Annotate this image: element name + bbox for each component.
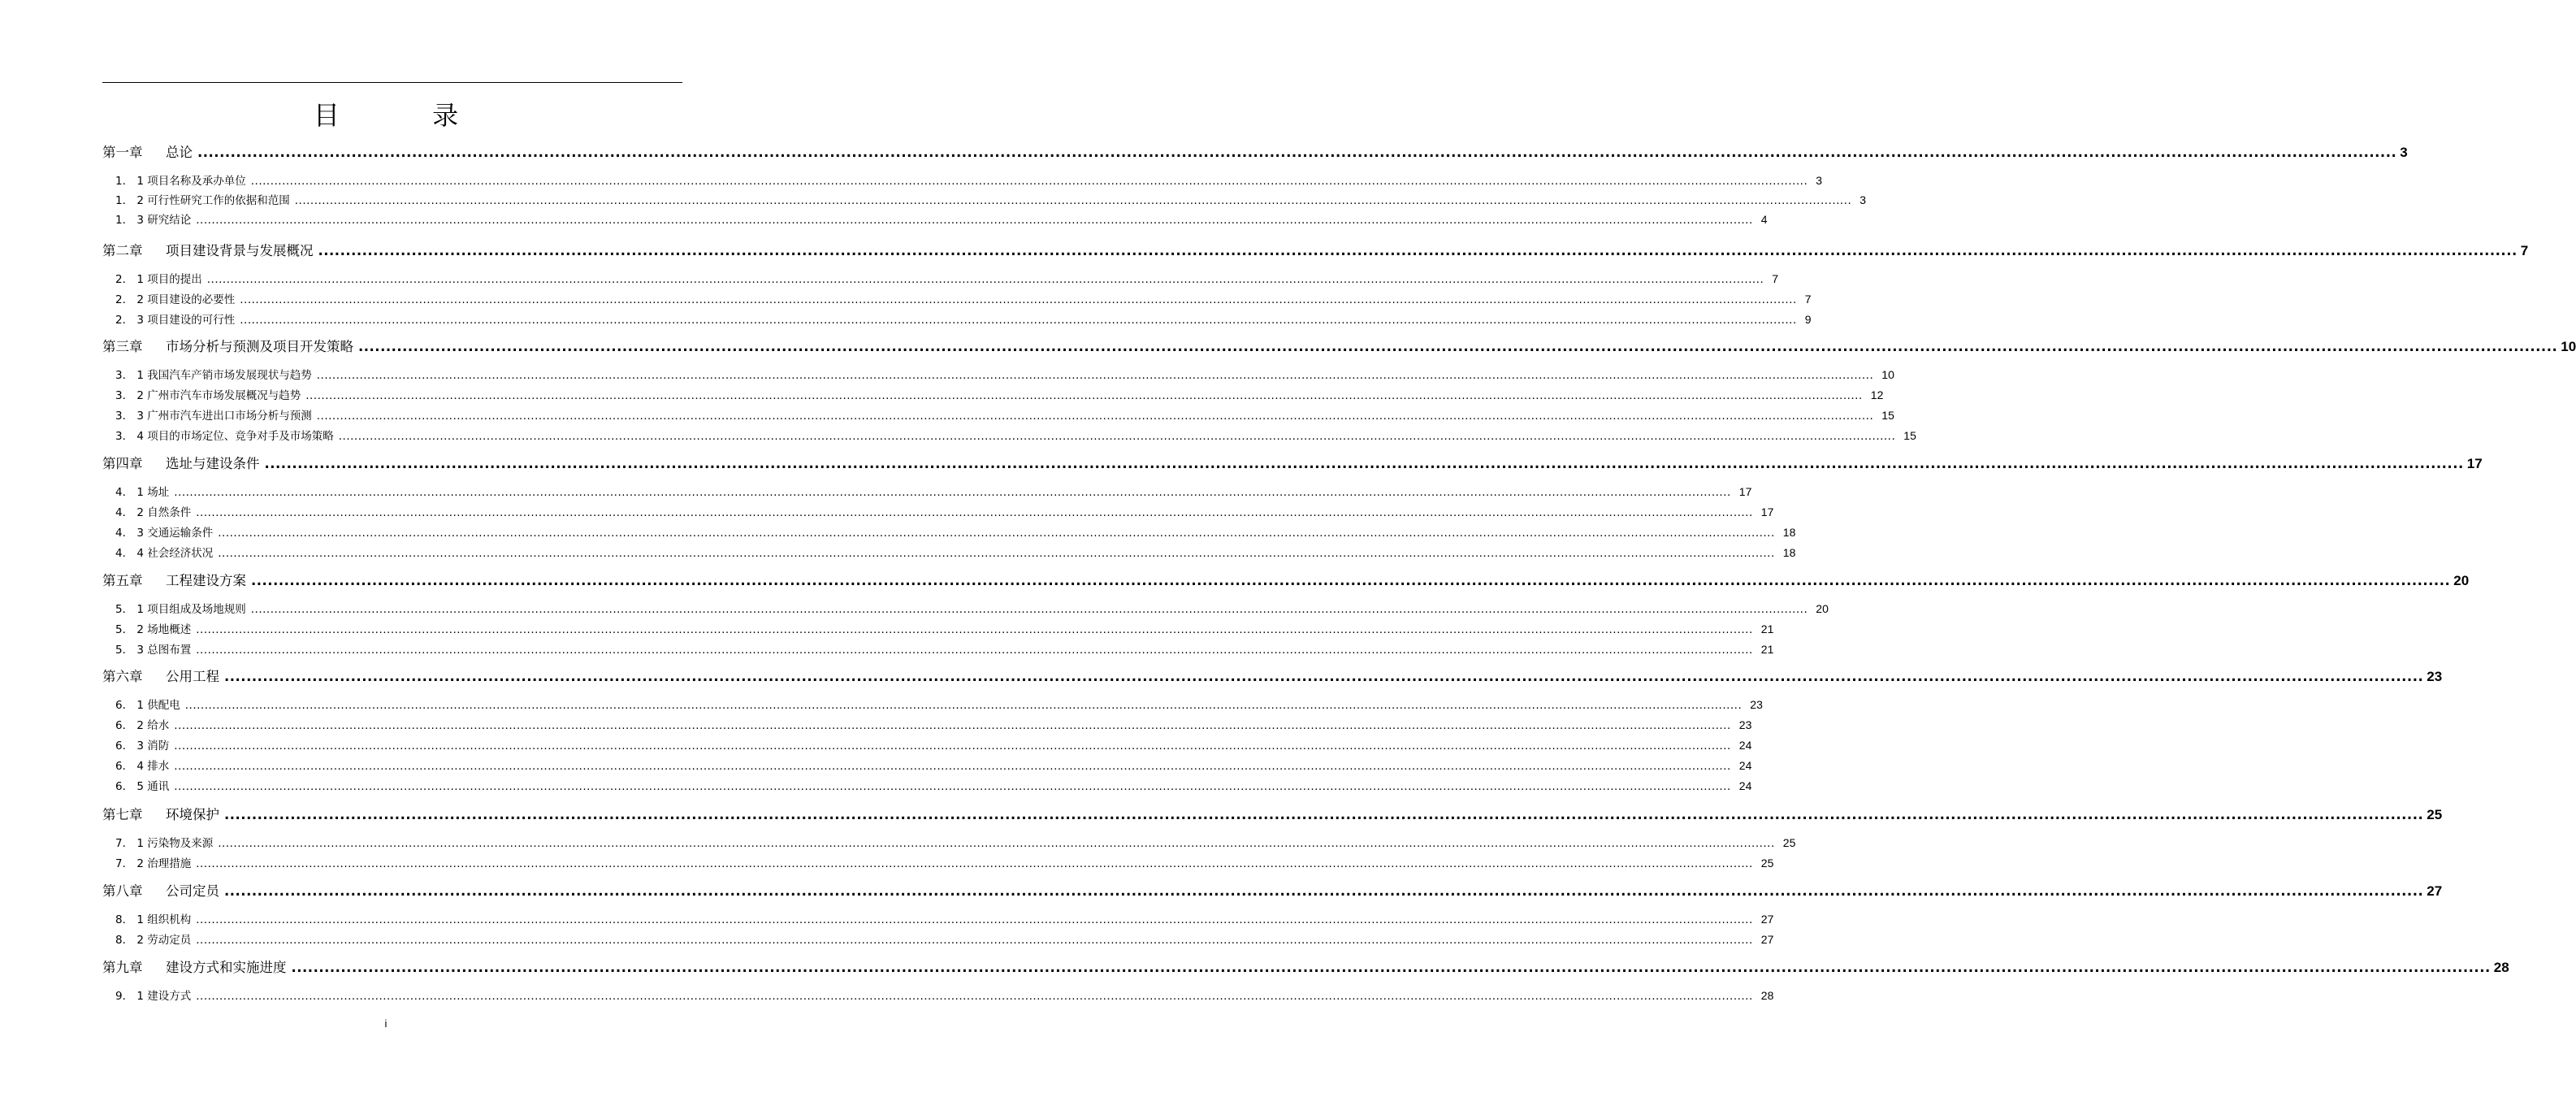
section-page-number: 21 (1760, 622, 1774, 635)
toc-section-row[interactable] (115, 427, 1916, 443)
dot-leader: ................................................................................................................................................................................................................................................................................................................................................................................................................ (358, 339, 2558, 354)
section-page-number: 20 (1816, 602, 1829, 615)
page-title: 目 录 (313, 100, 501, 131)
toc-section-row[interactable] (115, 191, 1867, 207)
toc-section-row[interactable] (115, 310, 1812, 327)
section-title: 3． 4 项目的市场定位、竞争对手及市场策略 (115, 430, 334, 443)
chapter-number: 第四章 (102, 456, 143, 471)
toc-section-row[interactable] (115, 777, 1752, 793)
chapter-title: 项目建设背景与发展概况 (166, 243, 314, 258)
dot-leader: ................................................................................................................................................................................................................................................................................................................................................................................................................ (174, 740, 1731, 753)
toc-section-row[interactable] (115, 503, 1774, 519)
section-title: 7． 2 治理措施 (115, 857, 192, 870)
section-title: 8． 1 组织机构 (115, 913, 192, 926)
dot-leader: ................................................................................................................................................................................................................................................................................................................................................................................................................ (196, 857, 1753, 870)
chapter-number: 第七章 (102, 807, 143, 822)
dot-leader: ................................................................................................................................................................................................................................................................................................................................................................................................................ (318, 243, 2518, 258)
dot-leader: ................................................................................................................................................................................................................................................................................................................................................................................................................ (250, 603, 1808, 616)
section-page-number: 18 (1782, 546, 1796, 559)
chapter-number: 第八章 (102, 883, 143, 899)
dot-leader: ................................................................................................................................................................................................................................................................................................................................................................................................................ (224, 807, 2424, 822)
toc-chapter-row[interactable] (102, 666, 2443, 685)
toc-section-row[interactable] (115, 640, 1774, 657)
section-title: 2． 3 项目建设的可行性 (115, 314, 236, 327)
dot-leader: ................................................................................................................................................................................................................................................................................................................................................................................................................ (184, 699, 1743, 712)
chapter-title: 市场分析与预测及项目开发策略 (166, 339, 353, 354)
toc-chapter-row[interactable] (102, 570, 2470, 589)
section-title: 8． 2 劳动定员 (115, 934, 192, 947)
toc-section-row[interactable] (115, 290, 1812, 306)
chapter-title: 总论 (166, 145, 193, 160)
dot-leader: ................................................................................................................................................................................................................................................................................................................................................................................................................ (196, 644, 1753, 657)
dot-leader: ................................................................................................................................................................................................................................................................................................................................................................................................................ (305, 389, 1863, 402)
dot-leader: ................................................................................................................................................................................................................................................................................................................................................................................................................ (174, 760, 1731, 773)
section-title: 9． 1 建设方式 (115, 990, 192, 1003)
section-page-number: 10 (1881, 368, 1894, 381)
toc-chapter-row[interactable] (102, 453, 2483, 472)
section-title: 1． 2 可行性研究工作的依据和范围 (115, 194, 290, 207)
dot-leader: ................................................................................................................................................................................................................................................................................................................................................................................................................ (218, 837, 1775, 850)
section-title: 5． 2 场地概述 (115, 623, 192, 636)
toc-section-row[interactable] (115, 270, 1779, 286)
chapter-number: 第二章 (102, 243, 143, 258)
section-page-number: 18 (1782, 526, 1796, 539)
section-page-number: 24 (1738, 739, 1752, 752)
dot-leader: ................................................................................................................................................................................................................................................................................................................................................................................................................ (294, 194, 1852, 207)
toc-section-row[interactable] (115, 171, 1823, 188)
section-page-number: 27 (1760, 933, 1774, 946)
toc-section-row[interactable] (115, 386, 1884, 402)
chapter-title: 建设方式和实施进度 (166, 960, 287, 975)
section-page-number: 24 (1738, 779, 1752, 792)
dot-leader: ................................................................................................................................................................................................................................................................................................................................................................................................................ (240, 314, 1797, 327)
dot-leader: ................................................................................................................................................................................................................................................................................................................................................................................................................ (218, 547, 1775, 560)
chapter-title: 环境保护 (166, 807, 219, 822)
chapter-number: 第五章 (102, 573, 143, 588)
dot-leader: ................................................................................................................................................................................................................................................................................................................................................................................................................ (174, 486, 1731, 499)
toc-section-row[interactable] (115, 930, 1774, 947)
header-rule (102, 82, 682, 83)
dot-leader: ................................................................................................................................................................................................................................................................................................................................................................................................................ (250, 175, 1808, 188)
chapter-page-number: 17 (2466, 456, 2483, 471)
section-title: 4． 4 社会经济状况 (115, 547, 214, 560)
toc-chapter-row[interactable] (102, 141, 2408, 161)
section-title: 5． 1 项目组成及场地规则 (115, 603, 246, 616)
toc-section-row[interactable] (115, 716, 1752, 732)
toc-chapter-row[interactable] (102, 336, 2576, 355)
chapter-page-number: 27 (2427, 883, 2443, 899)
toc-section-row[interactable] (115, 987, 1774, 1003)
chapter-page-number: 7 (2520, 243, 2529, 258)
dot-leader: ................................................................................................................................................................................................................................................................................................................................................................................................................ (264, 456, 2464, 471)
toc-section-row[interactable] (115, 696, 1763, 712)
toc-section-row[interactable] (115, 736, 1752, 753)
section-title: 4． 1 场址 (115, 486, 170, 499)
chapter-page-number: 23 (2427, 669, 2443, 684)
dot-leader: ................................................................................................................................................................................................................................................................................................................................................................................................................ (224, 669, 2424, 684)
section-page-number: 17 (1738, 485, 1752, 498)
section-page-number: 3 (1859, 193, 1867, 206)
chapter-number: 第一章 (102, 145, 143, 160)
section-title: 6． 5 通讯 (115, 780, 170, 793)
section-page-number: 4 (1760, 213, 1768, 226)
section-title: 7． 1 污染物及来源 (115, 837, 214, 850)
page-number-footer: i (384, 1017, 387, 1030)
toc-section-row[interactable] (115, 910, 1774, 926)
chapter-title: 选址与建设条件 (166, 456, 260, 471)
toc-chapter-row[interactable] (102, 956, 2509, 976)
section-page-number: 7 (1804, 293, 1812, 306)
chapter-page-number: 25 (2427, 807, 2443, 822)
toc-chapter-row[interactable] (102, 804, 2443, 823)
section-page-number: 23 (1738, 718, 1752, 731)
dot-leader: ................................................................................................................................................................................................................................................................................................................................................................................................................ (291, 960, 2491, 975)
section-title: 6． 3 消防 (115, 740, 170, 753)
section-title: 5． 3 总图布置 (115, 644, 192, 657)
dot-leader: ................................................................................................................................................................................................................................................................................................................................................................................................................ (224, 883, 2424, 899)
section-title: 2． 1 项目的提出 (115, 273, 202, 286)
chapter-page-number: 28 (2493, 960, 2509, 975)
dot-leader: ................................................................................................................................................................................................................................................................................................................................................................................................................ (174, 780, 1731, 793)
toc-section-row[interactable] (115, 366, 1894, 382)
toc-section-row[interactable] (115, 544, 1796, 560)
toc-section-row[interactable] (115, 406, 1894, 423)
section-page-number: 9 (1804, 313, 1812, 326)
dot-leader: ................................................................................................................................................................................................................................................................................................................................................................................................................ (206, 273, 1764, 286)
chapter-number: 第六章 (102, 669, 143, 684)
section-page-number: 15 (1903, 429, 1916, 442)
toc-section-row[interactable] (115, 834, 1796, 850)
dot-leader: ................................................................................................................................................................................................................................................................................................................................................................................................................ (218, 527, 1775, 540)
chapter-page-number: 20 (2453, 573, 2470, 588)
chapter-number: 第三章 (102, 339, 143, 354)
section-page-number: 7 (1772, 272, 1779, 285)
section-page-number: 21 (1760, 643, 1774, 656)
section-title: 1． 3 研究结论 (115, 214, 192, 227)
toc-section-row[interactable] (115, 854, 1774, 870)
toc-chapter-row[interactable] (102, 880, 2443, 900)
dot-leader: ................................................................................................................................................................................................................................................................................................................................................................................................................ (316, 369, 1874, 382)
section-page-number: 15 (1881, 409, 1894, 422)
chapter-title: 工程建设方案 (166, 573, 246, 588)
dot-leader: ................................................................................................................................................................................................................................................................................................................................................................................................................ (196, 623, 1753, 636)
dot-leader: ................................................................................................................................................................................................................................................................................................................................................................................................................ (196, 913, 1753, 926)
toc-section-row[interactable] (115, 523, 1796, 540)
chapter-number: 第九章 (102, 960, 143, 975)
section-page-number: 3 (1816, 174, 1823, 187)
section-title: 4． 2 自然条件 (115, 506, 192, 519)
section-page-number: 28 (1760, 989, 1774, 1002)
section-title: 2． 2 项目建设的必要性 (115, 293, 236, 306)
section-title: 3． 2 广州市汽车市场发展概况与趋势 (115, 389, 301, 402)
toc-section-row[interactable] (115, 620, 1774, 636)
section-page-number: 27 (1760, 913, 1774, 926)
section-title: 6． 2 给水 (115, 719, 170, 732)
section-title: 1． 1 项目名称及承办单位 (115, 175, 246, 188)
dot-leader: ................................................................................................................................................................................................................................................................................................................................................................................................................ (174, 719, 1731, 732)
section-title: 6． 4 排水 (115, 760, 170, 773)
toc-section-row[interactable] (115, 483, 1752, 499)
section-page-number: 24 (1738, 759, 1752, 772)
section-page-number: 23 (1750, 698, 1763, 711)
toc-section-row[interactable] (115, 210, 1768, 227)
dot-leader: ................................................................................................................................................................................................................................................................................................................................................................................................................ (196, 506, 1753, 519)
section-page-number: 25 (1782, 836, 1796, 849)
chapter-page-number: 3 (2400, 145, 2408, 160)
section-page-number: 25 (1760, 857, 1774, 870)
dot-leader: ................................................................................................................................................................................................................................................................................................................................................................................................................ (316, 410, 1874, 423)
section-page-number: 12 (1870, 388, 1884, 401)
chapter-title: 公用工程 (166, 669, 219, 684)
section-title: 6． 1 供配电 (115, 699, 180, 712)
chapter-title: 公司定员 (166, 883, 219, 899)
section-title: 4． 3 交通运输条件 (115, 527, 214, 540)
toc-chapter-row[interactable] (102, 240, 2529, 259)
dot-leader: ................................................................................................................................................................................................................................................................................................................................................................................................................ (251, 573, 2451, 588)
dot-leader: ................................................................................................................................................................................................................................................................................................................................................................................................................ (197, 145, 2397, 160)
section-title: 3． 1 我国汽车产销市场发展现状与趋势 (115, 369, 312, 382)
toc-section-row[interactable] (115, 757, 1752, 773)
chapter-page-number: 10 (2561, 339, 2576, 354)
dot-leader: ................................................................................................................................................................................................................................................................................................................................................................................................................ (196, 934, 1753, 947)
dot-leader: ................................................................................................................................................................................................................................................................................................................................................................................................................ (196, 990, 1753, 1003)
section-page-number: 17 (1760, 505, 1774, 518)
section-title: 3． 3 广州市汽车进出口市场分析与预测 (115, 410, 312, 423)
dot-leader: ................................................................................................................................................................................................................................................................................................................................................................................................................ (196, 214, 1753, 227)
toc-section-row[interactable] (115, 600, 1829, 616)
dot-leader: ................................................................................................................................................................................................................................................................................................................................................................................................................ (338, 430, 1896, 443)
dot-leader: ................................................................................................................................................................................................................................................................................................................................................................................................................ (240, 293, 1797, 306)
